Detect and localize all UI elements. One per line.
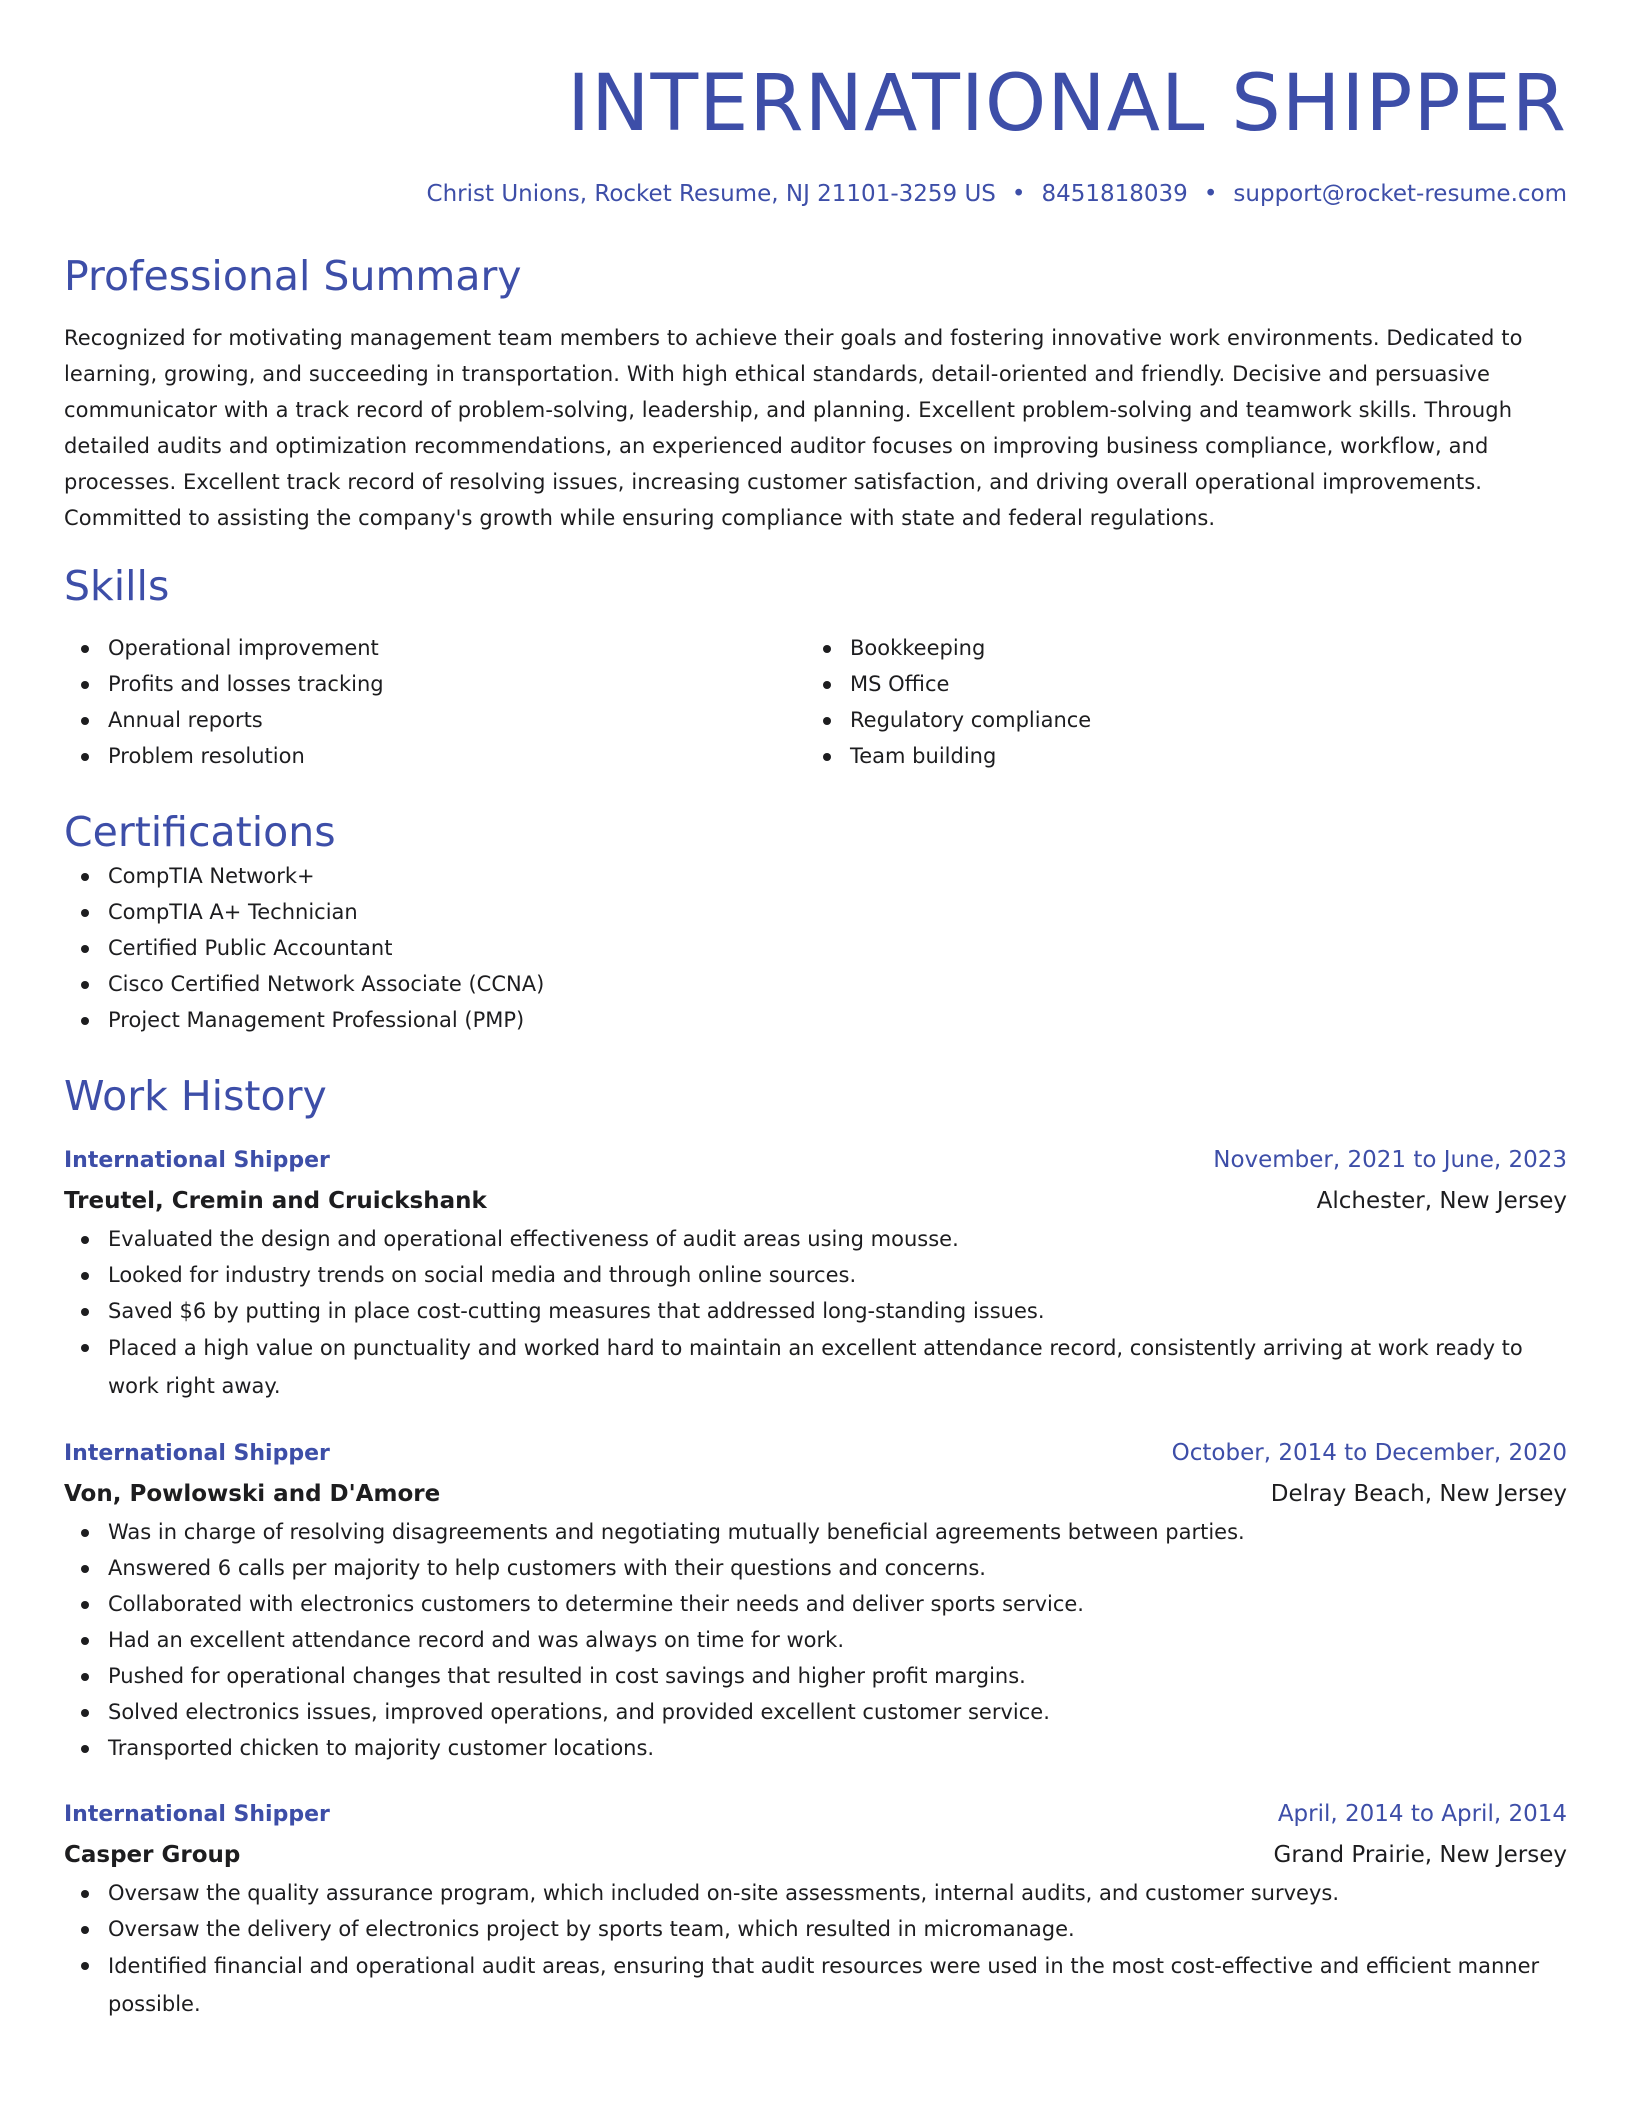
- certification-item: Certified Public Accountant: [64, 930, 1567, 966]
- job-bullets: [64, 1514, 1567, 1766]
- job-dates: October, 2014 to December, 2020: [1171, 1440, 1567, 1466]
- job-entry: [64, 1140, 1567, 1405]
- job-bullet: Looked for industry trends on social media and through online sources.: [64, 1257, 1567, 1293]
- skill-item: Profits and losses tracking: [64, 666, 806, 702]
- certification-item: Project Management Professional (PMP): [64, 1002, 1567, 1038]
- contact-separator: •: [1203, 181, 1218, 207]
- resume-page: [64, 0, 1567, 2023]
- job-bullet: Solved electronics issues, improved operations, and provided excellent customer service.: [64, 1694, 1567, 1730]
- job-bullet: Pushed for operational changes that resulted in cost savings and higher profit margins.: [64, 1658, 1567, 1694]
- job-entry: [64, 1433, 1567, 1766]
- job-location: Delray Beach, New Jersey: [1270, 1481, 1567, 1507]
- skills-column-right: [806, 630, 1548, 774]
- skills-column-left: [64, 630, 806, 774]
- contact-phone[interactable]: 8451818039: [1041, 181, 1188, 207]
- job-bullet: Oversaw the delivery of electronics project by sports team, which resulted in micromanage.: [64, 1911, 1567, 1947]
- job-company-row: [64, 1835, 1567, 1875]
- job-title: International Shipper: [64, 1148, 330, 1173]
- job-company: Treutel, Cremin and Cruickshank: [64, 1188, 487, 1214]
- skills-list-left: [64, 630, 806, 774]
- certifications-heading: Certifications: [64, 808, 336, 856]
- job-bullets: [64, 1875, 1567, 2023]
- job-bullet: Oversaw the quality assurance program, which included on-site assessments, internal audits, and customer surveys.: [64, 1875, 1567, 1911]
- job-title: International Shipper: [64, 1802, 330, 1827]
- job-header-row: [64, 1794, 1567, 1835]
- job-header-row: [64, 1433, 1567, 1474]
- skills-list-right: [806, 630, 1548, 774]
- contact-separator: •: [1011, 181, 1026, 207]
- job-bullet: Identified financial and operational audit areas, ensuring that audit resources were used in the most cost-effective and efficient manner possible.: [64, 1947, 1567, 2023]
- job-header-row: [64, 1140, 1567, 1181]
- certification-item: CompTIA Network+: [64, 858, 1567, 894]
- contact-email[interactable]: support@rocket-resume.com: [1233, 181, 1567, 207]
- job-location: Grand Prairie, New Jersey: [1273, 1842, 1567, 1868]
- job-bullet: Saved $6 by putting in place cost-cutting measures that addressed long-standing issues.: [64, 1293, 1567, 1329]
- skills-grid: [64, 630, 1567, 774]
- skill-item: Annual reports: [64, 702, 806, 738]
- summary-heading: Professional Summary: [64, 252, 522, 300]
- certifications-list: [64, 858, 1567, 1038]
- job-bullet: Collaborated with electronics customers to determine their needs and deliver sports service.: [64, 1586, 1567, 1622]
- skill-item: Regulatory compliance: [806, 702, 1548, 738]
- certification-item: Cisco Certified Network Associate (CCNA): [64, 966, 1567, 1002]
- skill-item: Bookkeeping: [806, 630, 1548, 666]
- work-history-heading: Work History: [64, 1072, 327, 1120]
- job-dates: April, 2014 to April, 2014: [1277, 1801, 1567, 1827]
- job-location: Alchester, New Jersey: [1316, 1188, 1567, 1214]
- skill-item: Operational improvement: [64, 630, 806, 666]
- job-company-row: [64, 1181, 1567, 1221]
- job-dates: November, 2021 to June, 2023: [1213, 1147, 1567, 1173]
- skill-item: Problem resolution: [64, 738, 806, 774]
- candidate-name: INTERNATIONAL SHIPPER: [567, 59, 1567, 149]
- skills-heading: Skills: [64, 562, 170, 610]
- job-bullet: Transported chicken to majority customer locations.: [64, 1730, 1567, 1766]
- job-bullet: Had an excellent attendance record and was always on time for work.: [64, 1622, 1567, 1658]
- job-bullet: Placed a high value on punctuality and worked hard to maintain an excellent attendance record, consistently arriving at work ready to work right away.: [64, 1329, 1567, 1405]
- summary-text: Recognized for motivating management team members to achieve their goals and fostering innovative work environments. Dedicated to learning, growing, and succeeding in transportation. With high ethical standards, detail-oriented and friendly. Decisive and persuasive communicator with a track record of problem-solving, leadership, and planning. Excellent problem-solving and teamwork skills. Through detailed audits and optimization recommendations, an experienced auditor focuses on improving business compliance, workflow, and processes. Excellent track record of resolving issues, increasing customer satisfaction, and driving overall operational improvements. Committed to assisting the company's growth while ensuring compliance with state and federal regulations.: [64, 326, 1523, 530]
- contact-line: [64, 178, 1567, 210]
- job-title: International Shipper: [64, 1441, 330, 1466]
- skill-item: MS Office: [806, 666, 1548, 702]
- job-company: Casper Group: [64, 1842, 241, 1868]
- job-bullet: Evaluated the design and operational effectiveness of audit areas using mousse.: [64, 1221, 1567, 1257]
- job-bullet: Was in charge of resolving disagreements and negotiating mutually beneficial agreements between parties.: [64, 1514, 1567, 1550]
- job-company: Von, Powlowski and D'Amore: [64, 1481, 441, 1507]
- job-bullets: [64, 1221, 1567, 1405]
- job-entry: [64, 1794, 1567, 2023]
- contact-address: Christ Unions, Rocket Resume, NJ 21101-3259 US: [426, 181, 996, 207]
- skill-item: Team building: [806, 738, 1548, 774]
- certification-item: CompTIA A+ Technician: [64, 894, 1567, 930]
- job-company-row: [64, 1474, 1567, 1514]
- job-bullet: Answered 6 calls per majority to help customers with their questions and concerns.: [64, 1550, 1567, 1586]
